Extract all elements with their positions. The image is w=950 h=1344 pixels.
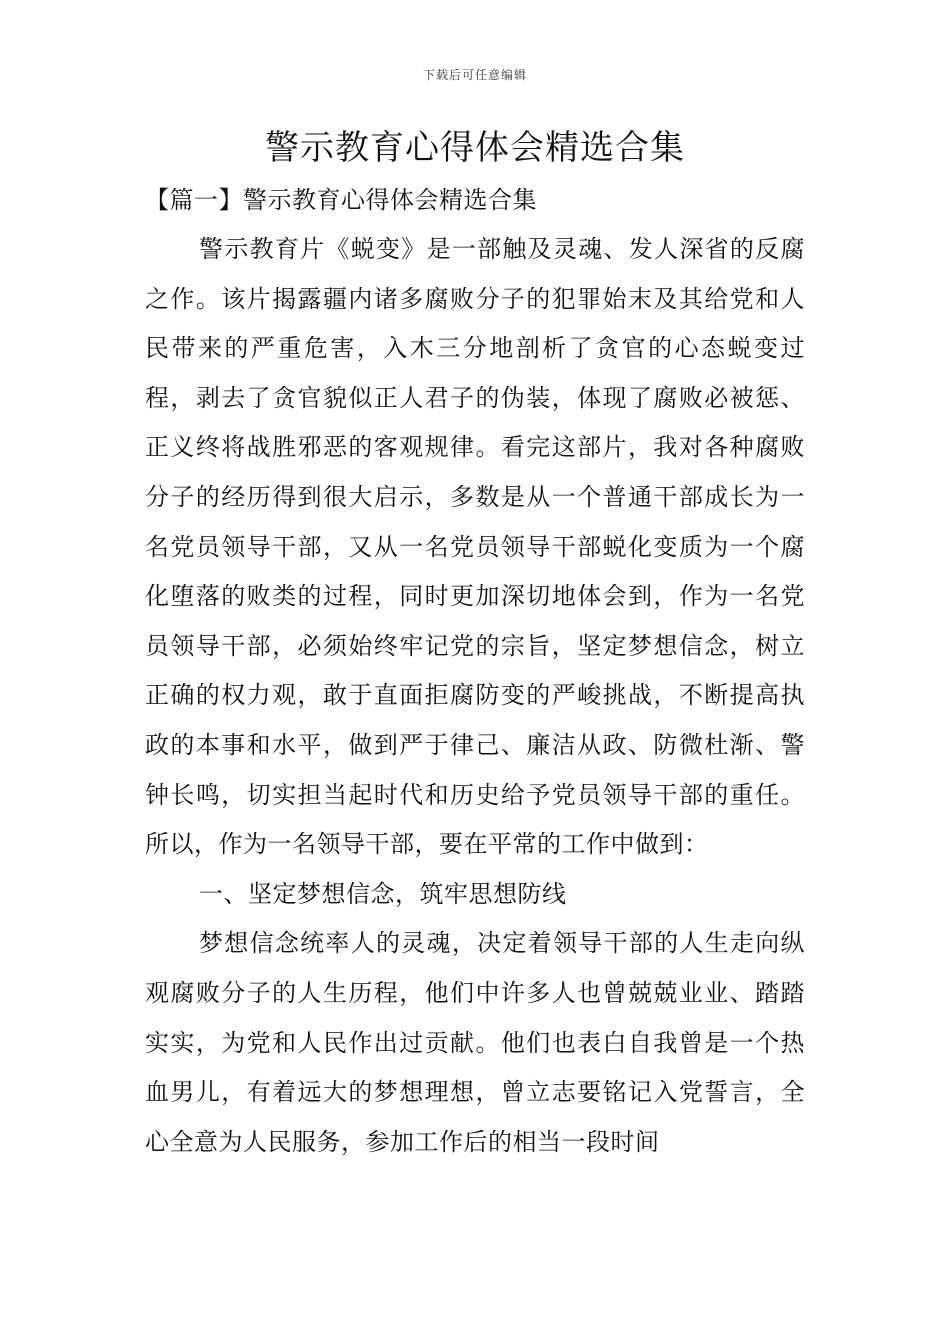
document-body [145,225,805,1167]
header-note: 下载后可任意编辑 [422,68,527,82]
paragraph-subheading: 一、坚定梦想信念，筑牢思想防线 [199,879,567,908]
section-heading: 【篇一】警示教育心得体会精选合集 [145,186,537,214]
paragraph-body: 梦想信念统率人的灵魂，决定着领导干部的人生走向纵观腐败分子的人生历程，他们中许多人也曾兢兢业业、踏踏实实，为党和人民作出过贡献。他们也表白自我曾是一个热血男儿，有着远大的梦想理想，曾立志要铭记入党誓言，全心全意为人民服务，参加工作后的相当一段时间 [145,929,805,1156]
document-title: 警示教育心得体会精选合集 [265,128,685,168]
paragraph-intro: 警示教育片《蜕变》是一部触及灵魂、发人深省的反腐之作。该片揭露疆内诸多腐败分子的犯罪始末及其给党和人民带来的严重危害，入木三分地剖析了贪官的心态蜕变过程，剥去了贪官貌似正人君子的伪装，体现了腐败必被惩、正义终将战胜邪恶的客观规律。看完这部片，我对各种腐败分子的经历得到很大启示，多数是从一个普通干部成长为一名党员领导干部，又从一名党员领导干部蜕化变质为一个腐化堕落的败类的过程，同时更加深切地体会到，作为一名党员领导干部，必须始终牢记党的宗旨，坚定梦想信念，树立正确的权力观，敢于直面拒腐防变的严峻挑战，不断提高执政的本事和水平，做到严于律己、廉洁从政、防微杜渐、警钟长鸣，切实担当起时代和历史给予党员领导干部的重任。所以，作为一名领导干部，要在平常的工作中做到： [145,235,805,859]
